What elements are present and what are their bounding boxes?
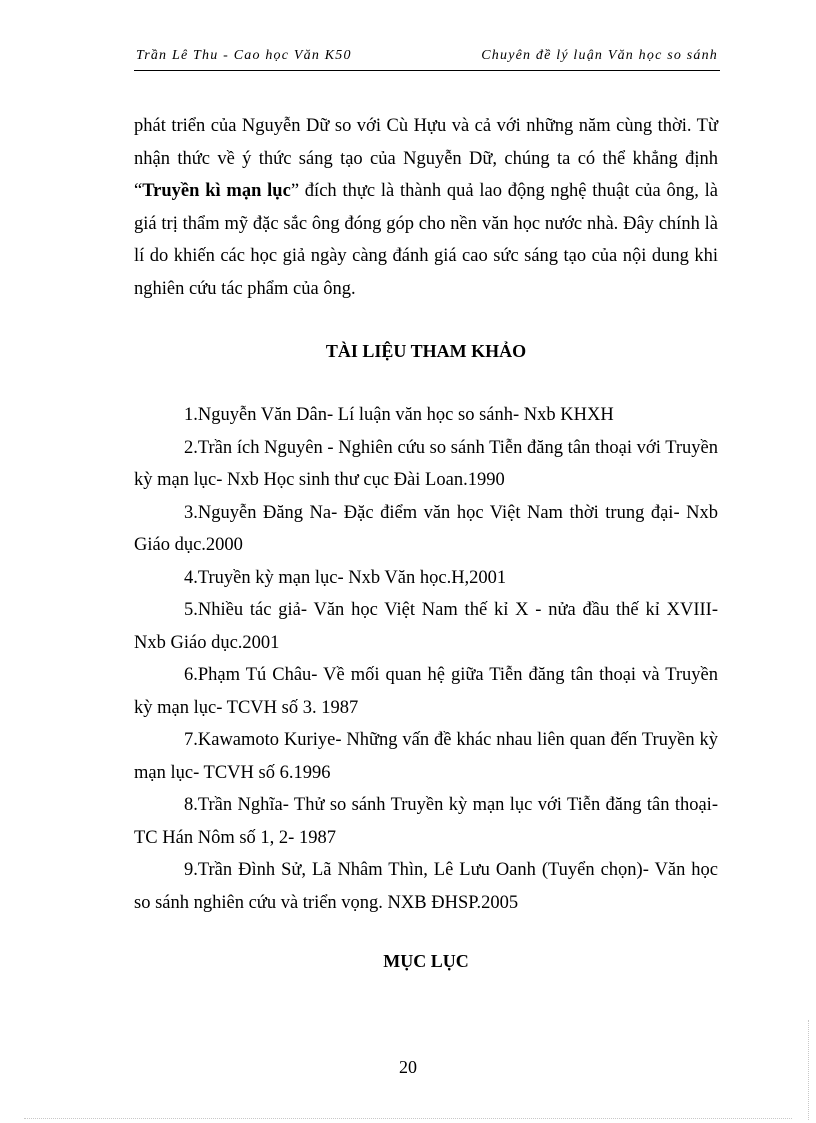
reference-item: 4.Truyền kỳ mạn lục- Nxb Văn học.H,2001 [184,567,507,588]
reference-item: 6.Phạm Tú Châu- Về mối quan hệ giữa Tiễn đăng tân thoại và Truyền kỳ mạn lục- TCVH số 3. 1987 [134,665,718,718]
body-text-end: ” đích thực là thành quả lao động nghệ thuật của ông, là giá trị thẩm mỹ đặc sắc ông đóng góp cho nền văn học nước nhà. Đây chính là lí do khiến các học giả ngày càng đánh giá cao sức sáng tạo của nội dung khi nghiên cứu tác phẩm của ông. [134,181,719,299]
header-topic: Chuyên đề lý luận Văn học so sánh [481,48,718,63]
header-author: Trần Lê Thu - Cao học Văn K50 [136,48,352,63]
reference-item: 7.Kawamoto Kuriye- Những vấn đề khác nhau liên quan đến Truyền kỳ mạn lục- TCVH số 6.1996 [134,730,718,783]
reference-item: 8.Trần Nghĩa- Thử so sánh Truyền kỳ mạn lục với Tiễn đăng tân thoại- TC Hán Nôm số 1, 2- 1987 [134,795,718,848]
page-number: 20 [399,1057,417,1077]
reference-item: 1.Nguyễn Văn Dân- Lí luận văn học so sánh- Nxb KHXH [184,405,614,425]
page-header [134,48,720,71]
side-divider [808,1020,809,1120]
toc-heading: MỤC LỤC [383,951,469,971]
references-heading: TÀI LIỆU THAM KHẢO [325,341,527,361]
body-text-start: phát triển của Nguyễn Dữ so với Cù Hựu và cả với những năm cùng thời. Từ nhận thức về ý thức sáng tạo của Nguyễn Dữ, chúng ta có thể khẳng định “ [134,116,718,201]
work-title-bold: Truyền kì mạn lục [142,181,291,201]
references-list [134,399,718,919]
reference-item: 9.Trần Đình Sử, Lã Nhâm Thìn, Lê Lưu Oanh (Tuyển chọn)- Văn học so sánh nghiên cứu và triển vọng. NXB ĐHSP.2005 [134,860,718,913]
reference-item: 2.Trần ích Nguyên - Nghiên cứu so sánh Tiễn đăng tân thoại với Truyền kỳ mạn lục- Nxb Học sinh thư cục Đài Loan.1990 [134,437,718,490]
reference-item: 3.Nguyễn Đăng Na- Đặc điểm văn học Việt Nam thời trung đại- Nxb Giáo dục.2000 [134,502,718,555]
footer-divider [24,1118,792,1119]
reference-item: 5.Nhiều tác giả- Văn học Việt Nam thế kỉ X - nửa đầu thế kỉ XVIII- Nxb Giáo dục.2001 [134,600,718,653]
body-paragraph [134,110,718,305]
